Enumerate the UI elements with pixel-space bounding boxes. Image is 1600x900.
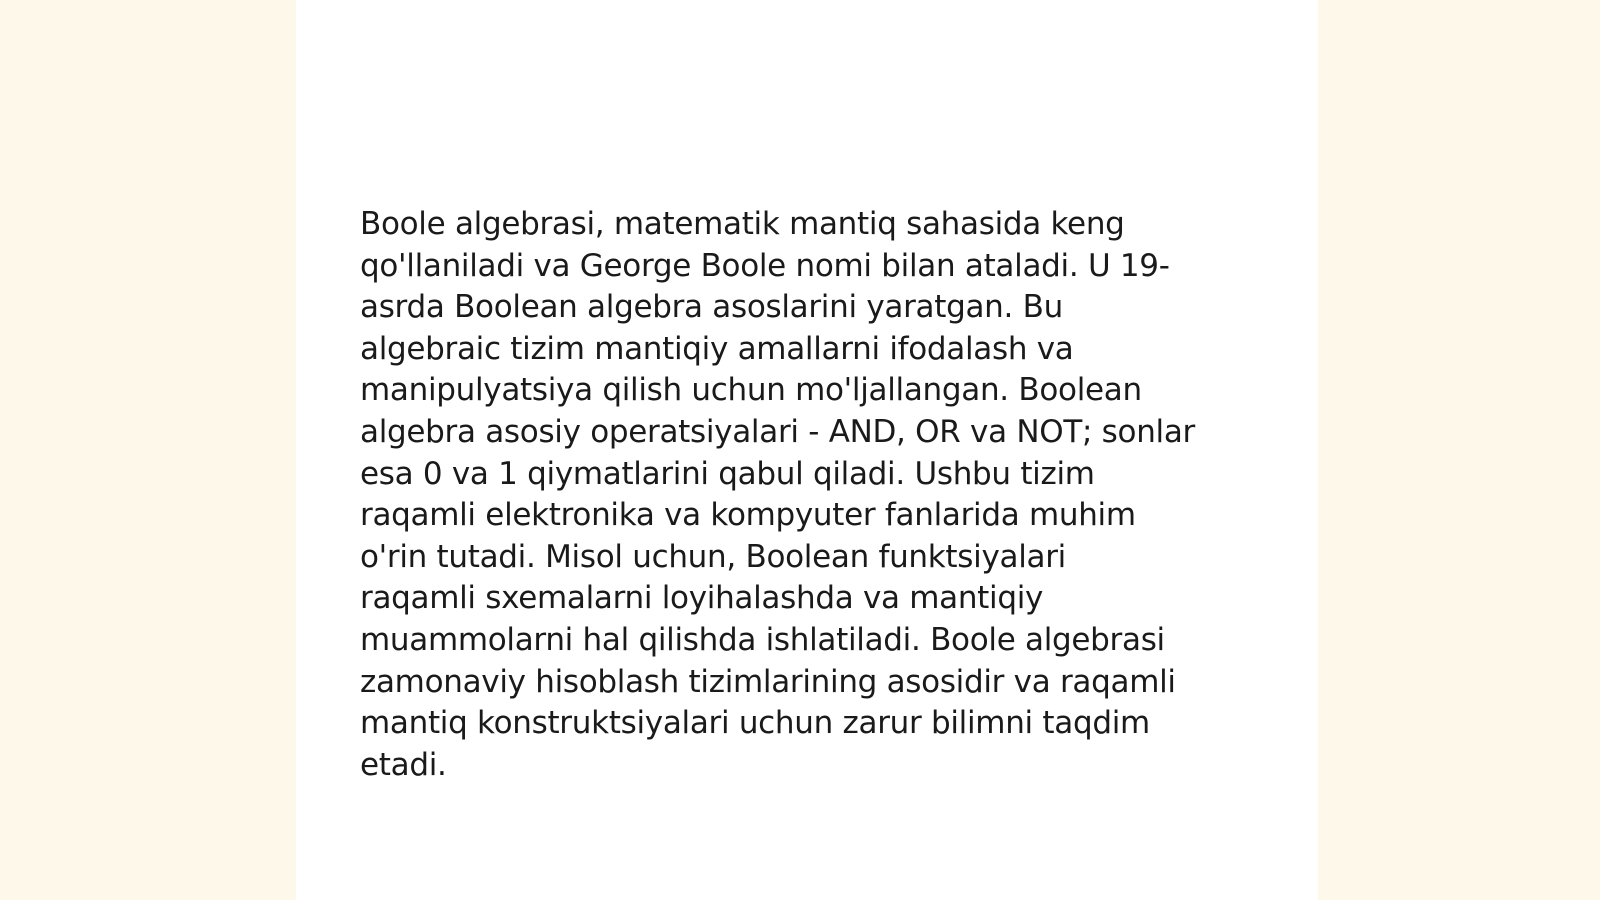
document-page xyxy=(296,0,1318,900)
body-paragraph: Boole algebrasi, matematik mantiq sahasida keng qo'llaniladi va George Boole nomi bilan ataladi. U 19- asrda Boolean algebra asoslarini yaratgan. Bu algebraic tizim mantiqiy amallarni ifodalash va manipulyatsiya qilish uchun mo'ljallangan. Boolean algebra asosiy operatsiyalari - AND, OR va NOT; sonlar esa 0 va 1 qiymatlarini qabul qiladi. Ushbu tizim raqamli elektronika va kompyuter fanlarida muhim o'rin tutadi. Misol uchun, Boolean funktsiyalari raqamli sxemalarni loyihalashda va mantiqiy muammolarni hal qilishda ishlatiladi. Boole algebrasi zamonaviy hisoblash tizimlarining asosidir va raqamli mantiq konstruktsiyalari uchun zarur bilimni taqdim etadi. xyxy=(360,206,1195,783)
